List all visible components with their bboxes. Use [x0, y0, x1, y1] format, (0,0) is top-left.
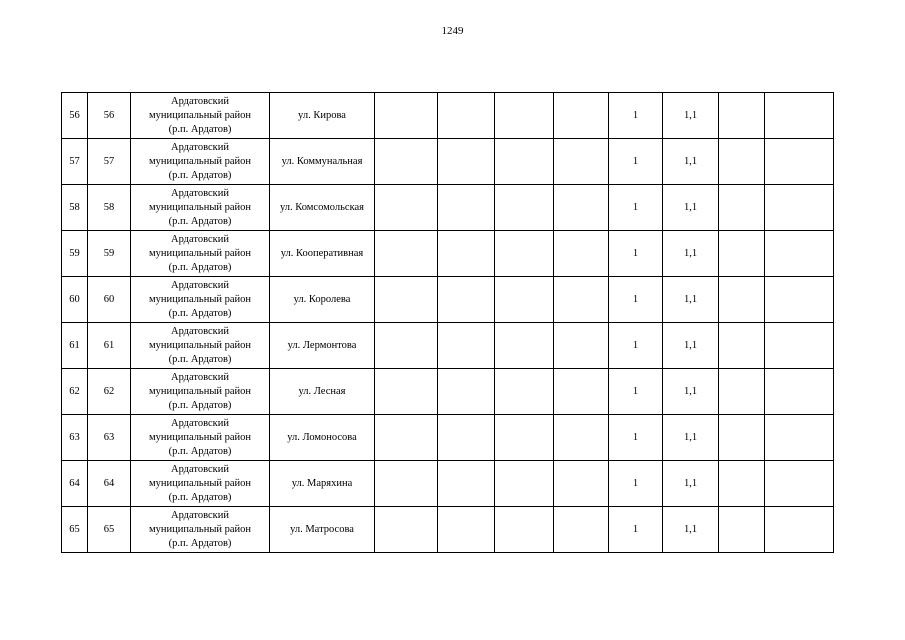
empty-cell: [719, 185, 765, 231]
empty-cell: [495, 93, 554, 139]
row-number-cell: 57: [62, 139, 88, 185]
district-line: муниципальный район: [148, 109, 252, 121]
district-line: Ардатовский: [170, 141, 230, 153]
district-line: Ардатовский: [170, 279, 230, 291]
empty-cell: [765, 185, 834, 231]
district-line: (р.п. Ардатов): [168, 123, 232, 135]
empty-cell: [375, 277, 438, 323]
value-cell: 1,1: [663, 415, 719, 461]
empty-cell: [554, 231, 609, 277]
page-number: 1249: [441, 25, 464, 37]
table-body: [62, 93, 834, 553]
object-id-cell: 63: [88, 415, 131, 461]
district-line: Ардатовский: [170, 371, 230, 383]
street-cell: ул. Кооперативная: [270, 231, 375, 277]
object-id-cell: 57: [88, 139, 131, 185]
empty-cell: [438, 93, 495, 139]
table-row: [62, 185, 834, 231]
district-line: (р.п. Ардатов): [168, 261, 232, 273]
count-cell: 1: [609, 93, 663, 139]
street-cell: ул. Комсомольская: [270, 185, 375, 231]
count-cell: 1: [609, 507, 663, 553]
empty-cell: [438, 185, 495, 231]
district-line: (р.п. Ардатов): [168, 353, 232, 365]
district-line: Ардатовский: [170, 463, 230, 475]
empty-cell: [495, 185, 554, 231]
empty-cell: [719, 461, 765, 507]
district-line: (р.п. Ардатов): [168, 215, 232, 227]
object-id-cell: 61: [88, 323, 131, 369]
empty-cell: [375, 139, 438, 185]
empty-cell: [375, 185, 438, 231]
district-line: муниципальный район: [148, 339, 252, 351]
empty-cell: [554, 415, 609, 461]
district-line: Ардатовский: [170, 325, 230, 337]
object-id-cell: 65: [88, 507, 131, 553]
street-cell: ул. Кирова: [270, 93, 375, 139]
empty-cell: [765, 139, 834, 185]
district-cell: [131, 369, 270, 415]
count-cell: 1: [609, 231, 663, 277]
district-line: (р.п. Ардатов): [168, 399, 232, 411]
district-line: муниципальный район: [148, 201, 252, 213]
district-line: муниципальный район: [148, 477, 252, 489]
object-id-cell: 64: [88, 461, 131, 507]
value-cell: 1,1: [663, 323, 719, 369]
row-number-cell: 58: [62, 185, 88, 231]
district-cell: [131, 93, 270, 139]
street-cell: ул. Маряхина: [270, 461, 375, 507]
empty-cell: [719, 93, 765, 139]
empty-cell: [765, 461, 834, 507]
value-cell: 1,1: [663, 507, 719, 553]
value-cell: 1,1: [663, 185, 719, 231]
district-line: муниципальный район: [148, 431, 252, 443]
district-line: (р.п. Ардатов): [168, 169, 232, 181]
empty-cell: [719, 277, 765, 323]
object-id-cell: 56: [88, 93, 131, 139]
empty-cell: [495, 277, 554, 323]
district-line: муниципальный район: [148, 247, 252, 259]
district-cell: [131, 323, 270, 369]
district-cell: [131, 139, 270, 185]
register-table: [61, 92, 834, 553]
district-cell: [131, 507, 270, 553]
empty-cell: [554, 323, 609, 369]
table-row: [62, 369, 834, 415]
empty-cell: [438, 139, 495, 185]
table-row: [62, 323, 834, 369]
district-line: Ардатовский: [170, 95, 230, 107]
count-cell: 1: [609, 139, 663, 185]
district-line: (р.п. Ардатов): [168, 491, 232, 503]
street-cell: ул. Матросова: [270, 507, 375, 553]
district-line: Ардатовский: [170, 417, 230, 429]
empty-cell: [495, 461, 554, 507]
empty-cell: [765, 369, 834, 415]
row-number-cell: 63: [62, 415, 88, 461]
count-cell: 1: [609, 461, 663, 507]
empty-cell: [765, 507, 834, 553]
district-line: Ардатовский: [170, 187, 230, 199]
object-id-cell: 59: [88, 231, 131, 277]
district-cell: [131, 185, 270, 231]
table-row: [62, 461, 834, 507]
count-cell: 1: [609, 185, 663, 231]
row-number-cell: 65: [62, 507, 88, 553]
empty-cell: [438, 323, 495, 369]
empty-cell: [375, 461, 438, 507]
district-line: Ардатовский: [170, 233, 230, 245]
district-cell: [131, 277, 270, 323]
value-cell: 1,1: [663, 277, 719, 323]
row-number-cell: 64: [62, 461, 88, 507]
street-cell: ул. Коммунальная: [270, 139, 375, 185]
district-line: муниципальный район: [148, 155, 252, 167]
table-row: [62, 415, 834, 461]
street-cell: ул. Лермонтова: [270, 323, 375, 369]
object-id-cell: 60: [88, 277, 131, 323]
empty-cell: [719, 231, 765, 277]
object-id-cell: 62: [88, 369, 131, 415]
street-cell: ул. Ломоносова: [270, 415, 375, 461]
district-line: (р.п. Ардатов): [168, 537, 232, 549]
row-number-cell: 56: [62, 93, 88, 139]
value-cell: 1,1: [663, 369, 719, 415]
empty-cell: [438, 277, 495, 323]
object-id-cell: 58: [88, 185, 131, 231]
empty-cell: [554, 507, 609, 553]
empty-cell: [495, 323, 554, 369]
empty-cell: [765, 277, 834, 323]
value-cell: 1,1: [663, 461, 719, 507]
district-line: муниципальный район: [148, 523, 252, 535]
value-cell: 1,1: [663, 231, 719, 277]
table-row: [62, 93, 834, 139]
empty-cell: [495, 139, 554, 185]
empty-cell: [765, 93, 834, 139]
empty-cell: [495, 231, 554, 277]
table-row: [62, 277, 834, 323]
empty-cell: [765, 231, 834, 277]
empty-cell: [719, 507, 765, 553]
empty-cell: [375, 415, 438, 461]
empty-cell: [375, 369, 438, 415]
empty-cell: [719, 323, 765, 369]
district-line: Ардатовский: [170, 509, 230, 521]
district-line: (р.п. Ардатов): [168, 445, 232, 457]
empty-cell: [438, 231, 495, 277]
empty-cell: [554, 185, 609, 231]
empty-cell: [495, 415, 554, 461]
empty-cell: [375, 231, 438, 277]
empty-cell: [554, 93, 609, 139]
row-number-cell: 59: [62, 231, 88, 277]
empty-cell: [375, 93, 438, 139]
empty-cell: [554, 369, 609, 415]
district-line: муниципальный район: [148, 385, 252, 397]
empty-cell: [375, 507, 438, 553]
empty-cell: [765, 323, 834, 369]
table-row: [62, 507, 834, 553]
district-cell: [131, 231, 270, 277]
empty-cell: [554, 139, 609, 185]
empty-cell: [554, 461, 609, 507]
empty-cell: [438, 461, 495, 507]
table-row: [62, 139, 834, 185]
count-cell: 1: [609, 415, 663, 461]
empty-cell: [719, 369, 765, 415]
empty-cell: [438, 369, 495, 415]
row-number-cell: 62: [62, 369, 88, 415]
table-row: [62, 231, 834, 277]
count-cell: 1: [609, 369, 663, 415]
district-line: (р.п. Ардатов): [168, 307, 232, 319]
empty-cell: [438, 507, 495, 553]
row-number-cell: 61: [62, 323, 88, 369]
empty-cell: [495, 507, 554, 553]
empty-cell: [719, 139, 765, 185]
empty-cell: [495, 369, 554, 415]
district-cell: [131, 461, 270, 507]
row-number-cell: 60: [62, 277, 88, 323]
empty-cell: [765, 415, 834, 461]
count-cell: 1: [609, 323, 663, 369]
empty-cell: [554, 277, 609, 323]
value-cell: 1,1: [663, 93, 719, 139]
district-line: муниципальный район: [148, 293, 252, 305]
count-cell: 1: [609, 277, 663, 323]
district-cell: [131, 415, 270, 461]
street-cell: ул. Королева: [270, 277, 375, 323]
empty-cell: [375, 323, 438, 369]
street-cell: ул. Лесная: [270, 369, 375, 415]
empty-cell: [719, 415, 765, 461]
value-cell: 1,1: [663, 139, 719, 185]
empty-cell: [438, 415, 495, 461]
